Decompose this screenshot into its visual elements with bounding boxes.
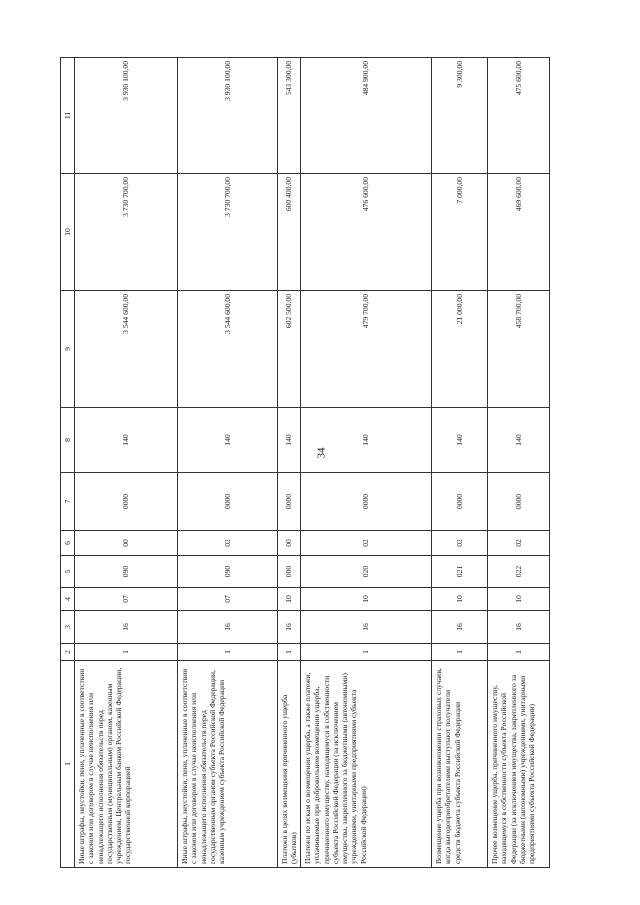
amount-cell: 21 000,00 <box>432 291 488 408</box>
code-cell: 02 <box>488 531 550 556</box>
code-cell: 1 <box>75 644 178 661</box>
code-cell: 090 <box>75 556 178 588</box>
amount-cell: 479 700,00 <box>301 291 432 408</box>
code-cell: 0000 <box>178 473 278 531</box>
amount-cell: 600 400,00 <box>278 174 301 291</box>
header-cell: 11 <box>61 58 75 174</box>
code-cell: 0000 <box>488 473 550 531</box>
row-description: Иные штрафы, неустойки, пени, уплаченные в соответствии с законом или договором в случае неисполнения или ненадлежащего исполнения обязательств перед государственным органом субъекта Российской Федерации, казенным учреждением субъекта Российской Федерации <box>178 661 278 868</box>
code-cell: 00 <box>278 531 301 556</box>
code-cell: 1 <box>278 644 301 661</box>
code-cell: 02 <box>301 531 432 556</box>
amount-cell: 3 730 700,00 <box>75 174 178 291</box>
row-description: Прочее возмещение ущерба, причиненного имуществу, находящемуся в собственности субъекта Российской Федерации (за исключением имущества, закрепленного за бюджетными (автономными) учреждениями, унитарными предприятиями субъекта Российской Федерации) <box>488 661 550 868</box>
code-cell: 16 <box>488 611 550 644</box>
amount-cell: 9 300,00 <box>432 58 488 174</box>
code-cell: 02 <box>178 531 278 556</box>
code-cell: 0000 <box>301 473 432 531</box>
code-cell: 000 <box>278 556 301 588</box>
code-cell: 140 <box>432 408 488 473</box>
header-cell: 2 <box>61 644 75 661</box>
code-cell: 020 <box>301 556 432 588</box>
header-cell: 8 <box>61 408 75 473</box>
amount-cell: 3 544 600,00 <box>75 291 178 408</box>
code-cell: 0000 <box>432 473 488 531</box>
code-cell: 140 <box>178 408 278 473</box>
code-cell: 1 <box>432 644 488 661</box>
code-cell: 1 <box>488 644 550 661</box>
header-cell: 9 <box>61 291 75 408</box>
table-row <box>301 58 432 868</box>
code-cell: 1 <box>178 644 278 661</box>
table-row <box>178 58 278 868</box>
code-cell: 16 <box>178 611 278 644</box>
code-cell: 07 <box>178 588 278 611</box>
code-cell: 0000 <box>75 473 178 531</box>
code-cell: 140 <box>278 408 301 473</box>
code-cell: 10 <box>488 588 550 611</box>
code-cell: 090 <box>178 556 278 588</box>
row-description: Платежи в целях возмещения причиненного ущерба (убытков) <box>278 661 301 868</box>
header-cell: 10 <box>61 174 75 291</box>
code-cell: 10 <box>301 588 432 611</box>
code-cell: 10 <box>432 588 488 611</box>
code-cell: 022 <box>488 556 550 588</box>
code-cell: 16 <box>432 611 488 644</box>
code-cell: 16 <box>278 611 301 644</box>
header-cell: 3 <box>61 611 75 644</box>
amount-cell: 475 600,00 <box>488 58 550 174</box>
header-cell: 7 <box>61 473 75 531</box>
amount-cell: 484 900,00 <box>301 58 432 174</box>
header-cell: 1 <box>61 661 75 868</box>
row-description: Возмещение ущерба при возникновении страховых случаев, когда выгодоприобретателями выступают получатели средств бюджета субъекта Российской Федерации <box>432 661 488 868</box>
budget-table <box>60 57 550 868</box>
code-cell: 02 <box>432 531 488 556</box>
header-row <box>61 58 75 868</box>
amount-cell: 469 600,00 <box>488 174 550 291</box>
code-cell: 140 <box>488 408 550 473</box>
amount-cell: 602 500,00 <box>278 291 301 408</box>
amount-cell: 3 544 600,00 <box>178 291 278 408</box>
code-cell: 021 <box>432 556 488 588</box>
amount-cell: 543 300,00 <box>278 58 301 174</box>
amount-cell: 7 000,00 <box>432 174 488 291</box>
code-cell: 07 <box>75 588 178 611</box>
row-description: Иные штрафы, неустойки, пени, уплаченные в соответствии с законом или договором в случае неисполнения или ненадлежащего исполнения обязательств перед государственным (муниципальным) органом, казенным учреждением, Центральным банком Российской Федерации, государственной корпорацией <box>75 661 178 868</box>
amount-cell: 458 700,00 <box>488 291 550 408</box>
table-row <box>278 58 301 868</box>
code-cell: 00 <box>75 531 178 556</box>
header-cell: 6 <box>61 531 75 556</box>
table-row <box>75 58 178 868</box>
code-cell: 10 <box>278 588 301 611</box>
code-cell: 16 <box>75 611 178 644</box>
budget-table-rotated <box>60 58 549 868</box>
table-row <box>432 58 488 868</box>
header-cell: 4 <box>61 588 75 611</box>
amount-cell: 476 600,00 <box>301 174 432 291</box>
header-cell: 5 <box>61 556 75 588</box>
code-cell: 0000 <box>278 473 301 531</box>
amount-cell: 3 930 100,00 <box>75 58 178 174</box>
code-cell: 140 <box>301 408 432 473</box>
table-row <box>488 58 550 868</box>
code-cell: 16 <box>301 611 432 644</box>
code-cell: 140 <box>75 408 178 473</box>
page-number-text: 34 <box>315 447 327 459</box>
code-cell: 1 <box>301 644 432 661</box>
amount-cell: 3 730 700,00 <box>178 174 278 291</box>
amount-cell: 3 930 100,00 <box>178 58 278 174</box>
row-description: Платежи по искам о возмещении ущерба, а также платежи, уплачиваемые при добровольном возмещении ущерба, причиненного имуществу, находящемуся в собственности субъекта Российской Федерации (за исключением имущества, закрепленного за бюджетными (автономными) учреждениями, унитарными предприятиями субъекта Российской Федерации) <box>301 661 432 868</box>
